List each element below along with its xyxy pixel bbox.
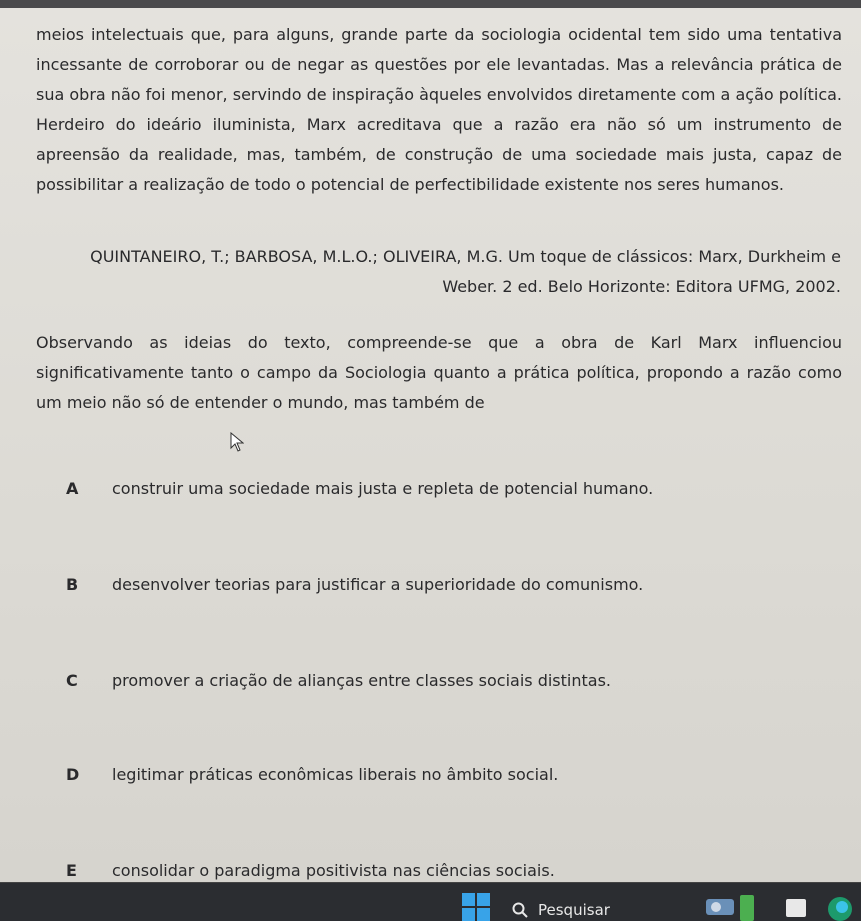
document-page <box>0 8 861 882</box>
mouse-pointer-icon <box>230 432 244 452</box>
option-c[interactable] <box>66 668 836 694</box>
option-text: desenvolver teorias para justificar a superioridade do comunismo. <box>112 575 644 594</box>
option-text: promover a criação de alianças entre classes sociais distintas. <box>112 671 611 690</box>
option-a[interactable] <box>66 476 836 502</box>
taskbar <box>0 882 861 921</box>
edge-icon[interactable] <box>826 895 854 921</box>
option-e[interactable] <box>66 858 836 884</box>
question-stem: Observando as ideias do texto, compreende-se que a obra de Karl Marx influenciou significativamente tanto o campo da Sociologia quanto a prática política, propondo a razão como um meio não só de entender o mundo, mas também de <box>36 333 842 412</box>
search-label: Pesquisar <box>538 901 610 919</box>
option-letter: B <box>66 575 79 594</box>
weather-icon[interactable] <box>706 897 734 917</box>
option-text: legitimar práticas econômicas liberais no âmbito social. <box>112 765 559 784</box>
option-letter: C <box>66 671 78 690</box>
option-letter: D <box>66 765 80 784</box>
windows-start-icon[interactable] <box>462 893 490 921</box>
option-letter: A <box>66 479 79 498</box>
taskbar-search[interactable] <box>512 899 642 921</box>
option-text: consolidar o paradigma positivista nas ciências sociais. <box>112 861 555 880</box>
window-top-border <box>0 0 861 8</box>
option-d[interactable] <box>66 762 836 788</box>
option-letter: E <box>66 861 77 880</box>
passage-paragraph: meios intelectuais que, para alguns, grande parte da sociologia ocidental tem sido uma tentativa incessante de corroborar ou de negar as questões por ele levantadas. Mas a relevância prática de sua obra não foi menor, servindo de inspiração àqueles envolvidos diretamente com a ação política. Herdeiro do ideário iluminista, Marx acreditava que a razão era não só um instrumento de apreensão da realidade, mas, também, de construção de uma sociedade mais justa, capaz de possibilitar a realização de todo o potencial de perfectibilidade existente nos seres humanos. <box>36 25 842 194</box>
option-b[interactable] <box>66 572 836 598</box>
citation: QUINTANEIRO, T.; BARBOSA, M.L.O.; OLIVEIRA, M.G. Um toque de clássicos: Marx, Durkheim e Weber. 2 ed. Belo Horizonte: Editora UFMG, 2002. <box>90 247 841 296</box>
app-icon[interactable] <box>740 895 754 921</box>
option-text: construir uma sociedade mais justa e repleta de potencial humano. <box>112 479 654 498</box>
store-icon[interactable] <box>786 899 806 917</box>
search-icon <box>512 902 528 918</box>
